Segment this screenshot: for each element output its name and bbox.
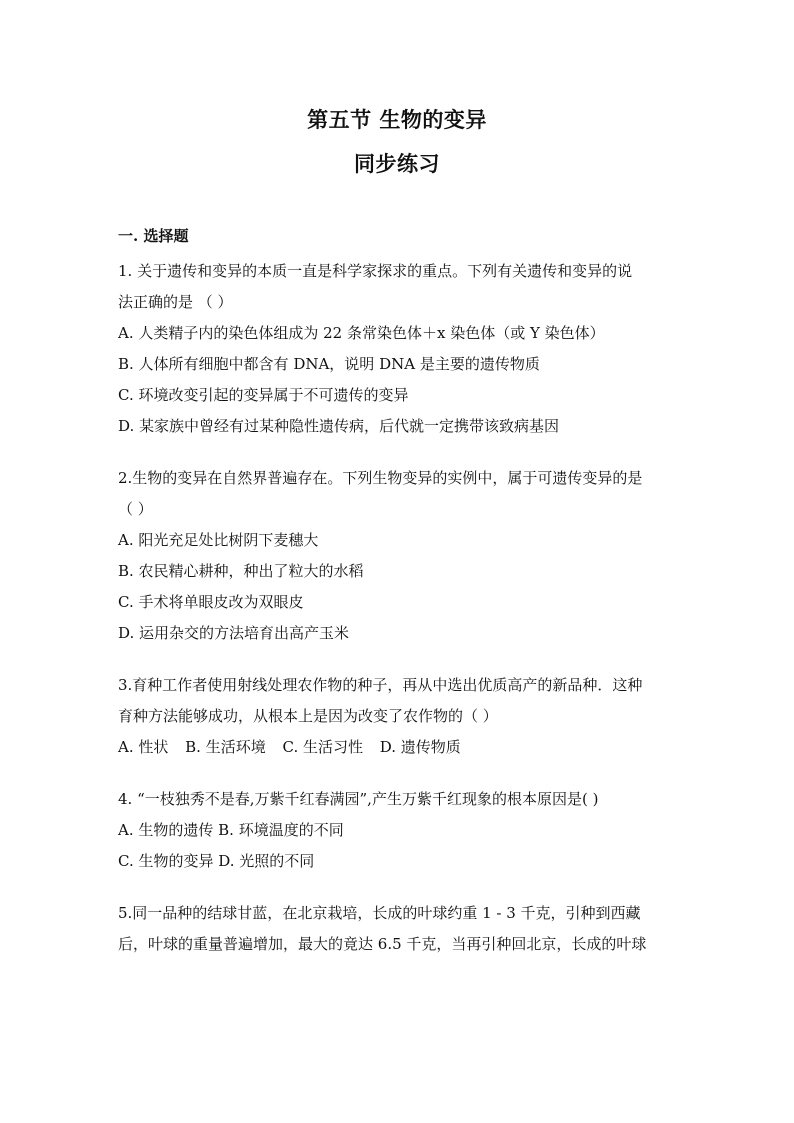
option-d: D. 某家族中曾经有过某种隐性遗传病，后代就一定携带该致病基因 (118, 417, 560, 435)
option-d: D. 运用杂交的方法培育出高产玉米 (118, 624, 350, 642)
question-text-line: 5.同一品种的结球甘蓝，在北京栽培，长成的叶球约重 1 - 3 千克，引种到西藏 (118, 904, 641, 922)
question-text-line: 后，叶球的重量普遍增加，最大的竟达 6.5 千克，当再引种回北京，长成的叶球 (118, 935, 647, 953)
option-c: C. 手术将单眼皮改为双眼皮 (118, 593, 304, 611)
option-b: B. 人体所有细胞中都含有 DNA，说明 DNA 是主要的遗传物质 (118, 355, 540, 373)
option-a: A. 阳光充足处比树阴下麦穗大 (118, 531, 319, 549)
question-text-line: 1. 关于遗传和变异的本质一直是科学家探求的重点。下列有关遗传和变异的说 (118, 262, 633, 280)
question-3 (118, 670, 678, 763)
option-a: A. 人类精子内的染色体组成为 22 条常染色体＋x 染色体（或 Y 染色体） (118, 324, 605, 342)
question-4 (118, 784, 678, 877)
question-text-line: 4. “一枝独秀不是春,万紫千红春满园”,产生万紫千红现象的根本原因是( ) (118, 790, 599, 808)
question-text-line: 育种方法能够成功，从根本上是因为改变了农作物的（ ） (118, 707, 498, 725)
question-1 (118, 256, 678, 442)
section-heading: 一. 选择题 (118, 227, 189, 245)
page-subtitle: 同步练习 (354, 151, 440, 176)
option-b: B. 生活环境 (185, 738, 266, 756)
inline-options (118, 732, 678, 763)
question-2 (118, 463, 678, 649)
option-row: C. 生物的变异 D. 光照的不同 (118, 852, 315, 870)
page-title: 第五节 生物的变异 (307, 107, 487, 132)
question-text-line: 3.育种工作者使用射线处理农作物的种子，再从中选出优质高产的新品种．这种 (118, 676, 643, 694)
option-row: A. 生物的遗传 B. 环境温度的不同 (118, 821, 344, 839)
question-text-line: 法正确的是 （ ） (118, 293, 233, 311)
question-text-line: （ ） (118, 500, 153, 518)
option-c: C. 环境改变引起的变异属于不可遗传的变异 (118, 386, 409, 404)
option-a: A. 性状 (118, 738, 169, 756)
option-c: C. 生活习性 (282, 738, 363, 756)
option-b: B. 农民精心耕种，种出了粒大的水稻 (118, 562, 364, 580)
exercise-content (118, 225, 678, 960)
question-5 (118, 898, 678, 960)
option-d: D. 遗传物质 (379, 738, 461, 756)
question-text-line: 2.生物的变异在自然界普遍存在。下列生物变异的实例中，属于可遗传变异的是 (118, 469, 643, 487)
